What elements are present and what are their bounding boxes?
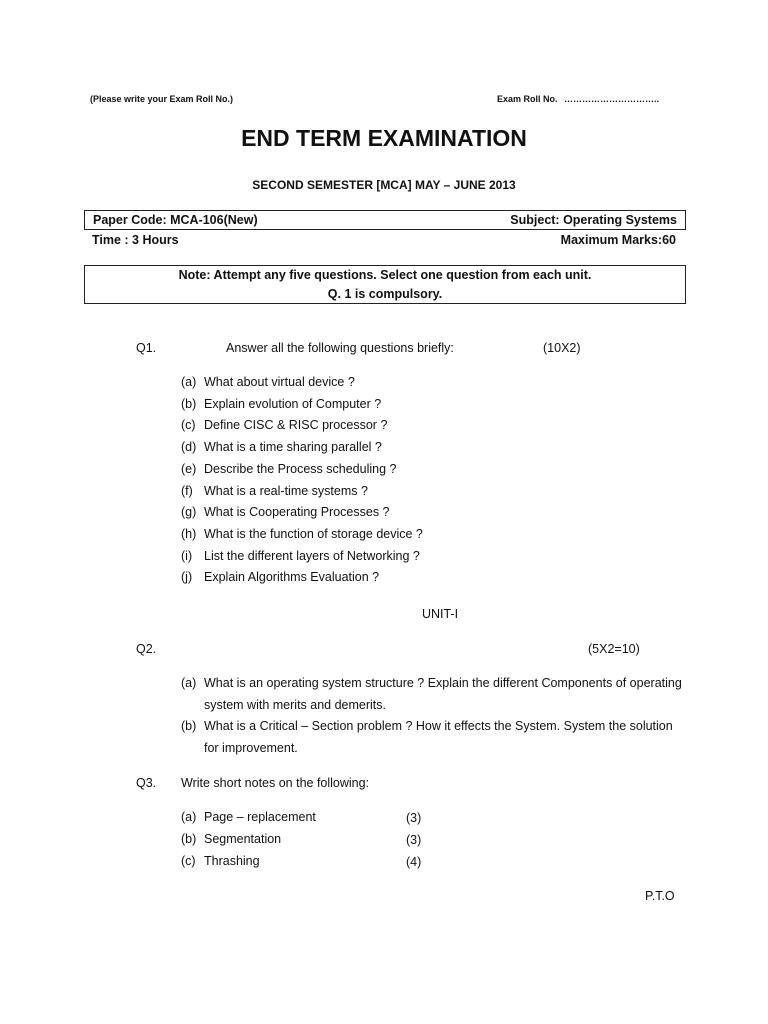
semester-line: SECOND SEMESTER [MCA] MAY – JUNE 2013 (252, 178, 516, 192)
paper-time-row (84, 231, 684, 249)
item-marks: (3) (406, 833, 422, 847)
item-marks: (4) (406, 855, 422, 869)
page-footer: P.T.O (645, 889, 675, 903)
roll-label: Exam Roll No. (497, 94, 558, 104)
q2-marks: (5X2=10) (588, 642, 640, 656)
unit-heading: UNIT-I (421, 607, 459, 621)
q1-marks: (10X2) (543, 341, 581, 355)
page-title: END TERM EXAMINATION (241, 125, 527, 151)
note-line-2: Q. 1 is compulsory. (327, 287, 443, 301)
paper-code-box (84, 210, 686, 230)
note-line-1: Note: Attempt any five questions. Select one question from each unit. (178, 268, 592, 282)
roll-note: (Please write your Exam Roll No.) (90, 94, 234, 104)
item-marks: (3) (406, 811, 422, 825)
q3-number: Q3. (136, 776, 157, 790)
roll-dots: ………………………….. (564, 94, 660, 104)
exam-page: (Please write your Exam Roll No.) Exam Roll No. ………………………….. END TERM EXAMINATION SECOND SEMESTER [MCA] MAY – JUNE 2013 Paper Code: MCA-106(New) Subject: Operating Systems Time : 3 Hours Maximum Marks:60 Note: Attempt any five questions. Select one question from each unit. Q. 1 is compulsory. Q1. Answer all the following questions briefly: (10X2) (a) What about virtual device ? (b) Explain evolution of Computer ? (c) Define CISC & RISC processor ? (d) What is a time sharing parallel ? (e) Describe the Process scheduling ? (f) What is a real-time systems ? (g) What is Cooperating Processes ? (h) What is the function of storage device ? (i) List the different layers of Networking ? (j) Explain Algorithms Evaluation ? UNIT-I Q2. (5X2=10) (a) What is an operating system structure ? Explain the different Components of operating system with merits and demerits. (b) What is a Critical – Section problem ? How it effects the System. System the solution for improvement. Q3. Write short notes on the following: (a) Page – replacement (3) (b) Segmentation (3) (c) Thrashing (4) P.T.O (0, 0, 768, 1024)
q2-number: Q2. (136, 642, 157, 656)
instructions-note (84, 265, 686, 304)
q3-text: Write short notes on the following: (181, 776, 370, 790)
roll-field (497, 94, 659, 104)
paper-code: Paper Code: MCA-106(New) (93, 213, 258, 227)
paper-marks: Maximum Marks:60 (560, 233, 676, 247)
paper-subject: Subject: Operating Systems (510, 213, 677, 227)
q1-number: Q1. (136, 341, 157, 355)
q1-text: Answer all the following questions briefly: (226, 341, 454, 355)
paper-time: Time : 3 Hours (92, 233, 179, 247)
